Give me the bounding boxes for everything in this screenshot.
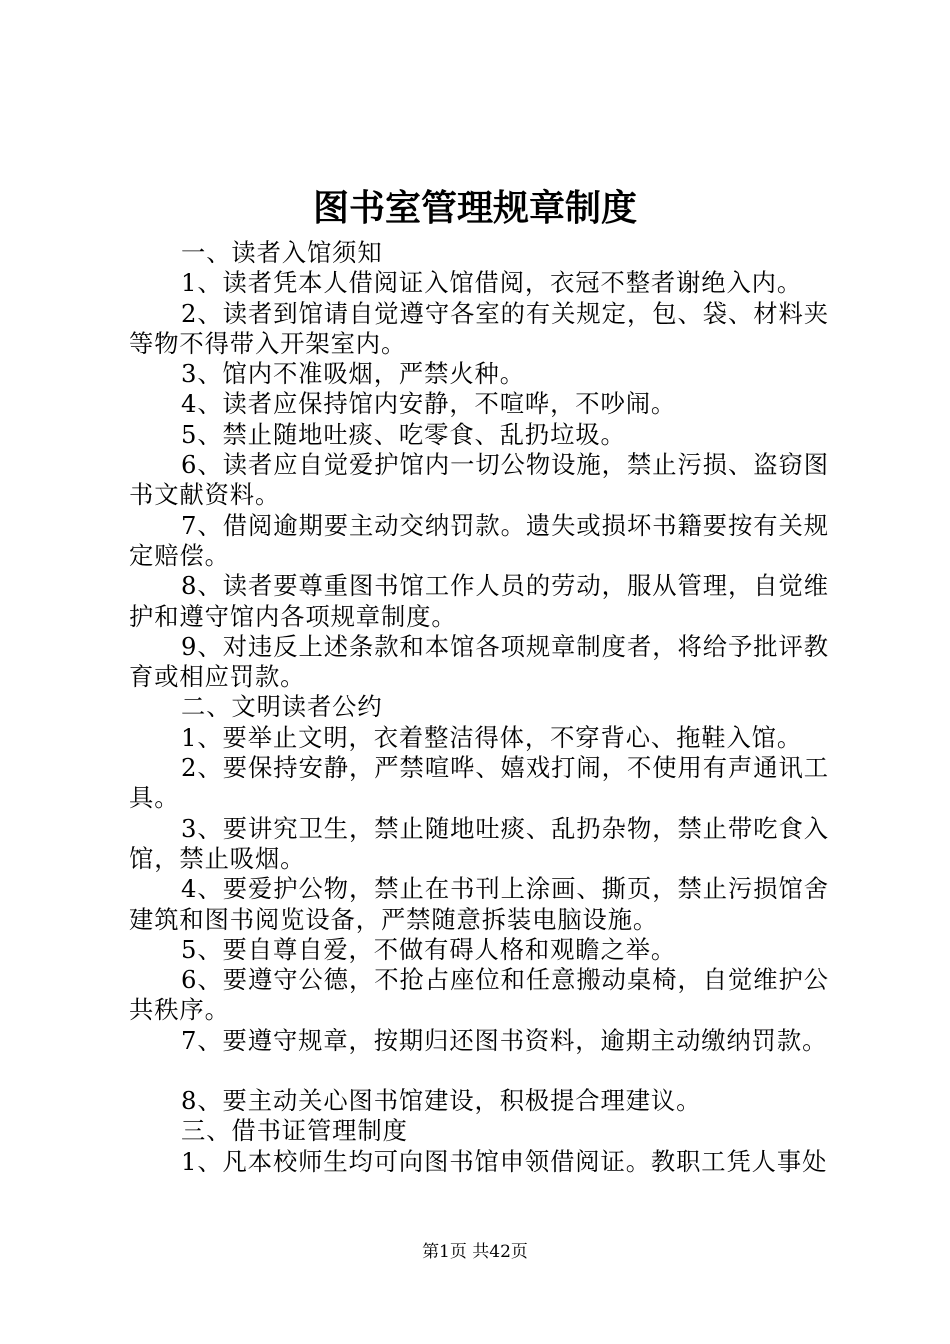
page-footer: 第1页 共42页 — [422, 1242, 528, 1262]
paragraph: 1、凡本校师生均可向图书馆申领借阅证。教职工凭人事处 — [181, 1146, 828, 1176]
paragraph: 4、读者应保持馆内安静，不喧哗，不吵闹。 — [181, 389, 677, 419]
paragraph: 1、读者凭本人借阅证入馆借阅，衣冠不整者谢绝入内。 — [181, 268, 803, 298]
paragraph: 3、要讲究卫生，禁止随地吐痰、乱扔杂物，禁止带吃食入馆，禁止吸烟。 — [129, 813, 829, 873]
document-body — [129, 238, 829, 1177]
paragraph: 6、读者应自觉爱护馆内一切公物设施，禁止污损、盗窃图书文献资料。 — [129, 450, 829, 510]
section-heading-1: 一、读者入馆须知 — [181, 238, 383, 267]
section-heading-2: 二、文明读者公约 — [181, 692, 383, 722]
document-title: 图书室管理规章制度 — [312, 187, 637, 229]
paragraph: 5、禁止随地吐痰、吃零食、乱扔垃圾。 — [181, 419, 626, 449]
paragraph: 8、读者要尊重图书馆工作人员的劳动，服从管理，自觉维护和遵守馆内各项规章制度。 — [129, 571, 829, 631]
paragraph: 1、要举止文明，衣着整洁得体，不穿背心、拖鞋入馆。 — [181, 722, 803, 752]
paragraph: 6、要遵守公德，不抢占座位和任意搬动桌椅，自觉维护公共秩序。 — [129, 965, 829, 1025]
paragraph: 4、要爱护公物，禁止在书刊上涂画、撕页，禁止污损馆舍建筑和图书阅览设备，严禁随意拆装电脑设施。 — [129, 874, 829, 934]
paragraph: 8、要主动关心图书馆建设，积极提合理建议。 — [181, 1086, 702, 1116]
paragraph: 2、要保持安静，严禁喧哗、嬉戏打闹，不使用有声通讯工具。 — [129, 753, 829, 813]
blank-line — [129, 1056, 829, 1086]
paragraph: 9、对违反上述条款和本馆各项规章制度者，将给予批评教育或相应罚款。 — [129, 631, 829, 692]
paragraph: 7、要遵守规章，按期归还图书资料，逾期主动缴纳罚款。 — [181, 1025, 828, 1055]
paragraph: 5、要自尊自爱，不做有碍人格和观瞻之举。 — [181, 934, 677, 964]
paragraph: 3、馆内不准吸烟，严禁火种。 — [181, 359, 525, 389]
paragraph: 2、读者到馆请自觉遵守各室的有关规定，包、袋、材料夹等物不得带入开架室内。 — [129, 298, 829, 358]
paragraph: 7、借阅逾期要主动交纳罚款。遗失或损坏书籍要按有关规定赔偿。 — [129, 510, 829, 570]
section-heading-3: 三、借书证管理制度 — [181, 1116, 408, 1146]
